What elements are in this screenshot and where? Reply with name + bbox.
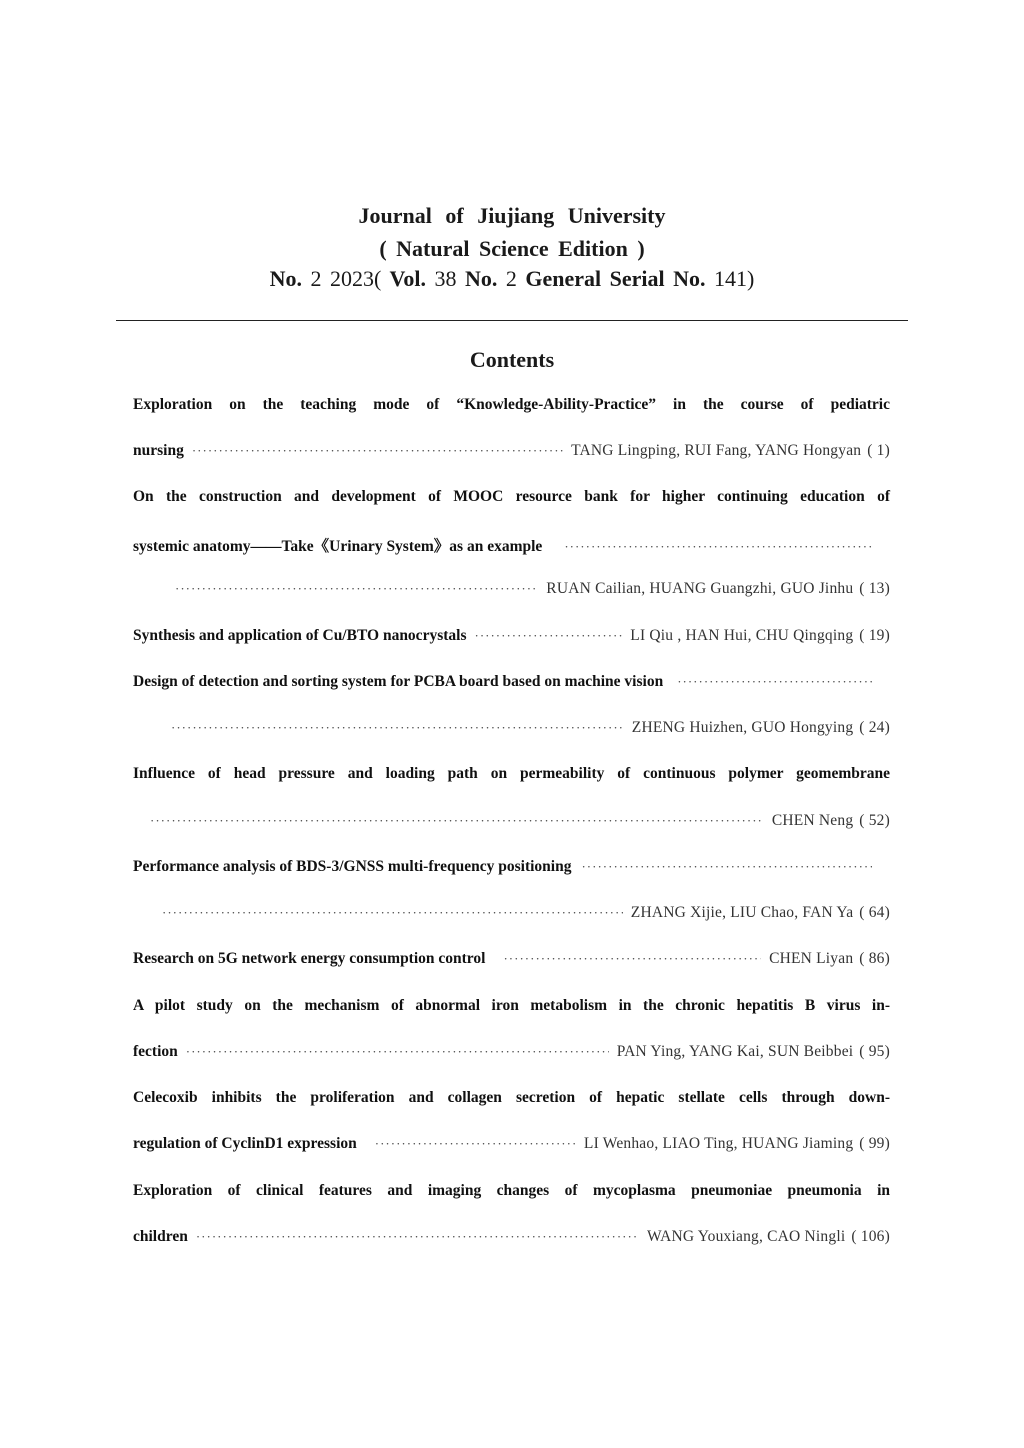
leader-dots [175, 581, 538, 597]
toc-entry-3[interactable] [133, 627, 890, 651]
toc-entry-title: regulation of CyclinD1 expression [133, 1135, 357, 1152]
toc-entry-2-title-line-2[interactable] [133, 534, 880, 558]
toc-entry-page: ( 13) [859, 580, 890, 597]
issue-no2-label: No. [464, 266, 498, 291]
header-divider [116, 320, 908, 321]
leader-dots [162, 905, 623, 921]
toc-entry-authors: LI Wenhao, LIAO Ting, HUANG Jiaming [583, 1135, 854, 1152]
leader-dots [677, 674, 872, 690]
toc-entry-authors: LI Qiu , HAN Hui, CHU Qingqing [630, 627, 854, 644]
toc-entry-page: ( 86) [859, 950, 890, 967]
toc-entry-page: ( 19) [859, 627, 890, 644]
toc-entry-1-title-line[interactable] [133, 396, 890, 420]
leader-dots [503, 951, 761, 967]
toc-entry-4-author-line[interactable] [171, 719, 890, 743]
leader-dots [171, 720, 624, 736]
journal-edition: ( Natural Science Edition ) [379, 236, 645, 261]
leader-dots [375, 1136, 576, 1152]
toc-entry-title: Exploration on the teaching mode of “Knowledge-Ability-Practice” in the course of pediatric [133, 396, 890, 413]
toc-entry-5-title-line[interactable] [133, 765, 890, 789]
toc-entry-authors: CHEN Liyan [769, 950, 854, 967]
issue-serial-label: General Serial No. [525, 266, 706, 291]
issue-no2-value: 2 [497, 266, 526, 291]
toc-entry-8-author-line[interactable] [133, 1043, 890, 1067]
leader-dots [186, 1044, 609, 1060]
toc-entry-2-title-line[interactable] [133, 488, 890, 512]
toc-entry-title: Influence of head pressure and loading path on permeability of continuous polymer geomembrane [133, 765, 890, 782]
journal-title: Journal of Jiujiang University [358, 203, 666, 228]
toc-entry-page: ( 24) [859, 719, 890, 736]
toc-entry-10-author-line[interactable] [133, 1228, 890, 1252]
toc-entry-authors: TANG Lingping, RUI Fang, YANG Hongyan [571, 442, 862, 459]
toc-entry-7[interactable] [133, 950, 890, 974]
toc-entry-title: Celecoxib inhibits the proliferation and collagen secretion of hepatic stellate cells through down- [133, 1089, 890, 1106]
toc-entry-page: ( 106) [851, 1228, 890, 1245]
toc-entry-title: systemic anatomy——Take《Urinary System》as an example [133, 538, 543, 555]
issue-no-value: 2 2023( [302, 266, 382, 291]
toc-entry-2-author-line[interactable] [175, 580, 890, 604]
leader-dots [564, 539, 872, 555]
toc-entry-title: A pilot study on the mechanism of abnormal iron metabolism in the chronic hepatitis B virus in- [133, 997, 890, 1014]
toc-entry-1-author-line[interactable] [133, 442, 890, 466]
toc-entry-6-author-line[interactable] [162, 904, 890, 928]
toc-entry-9-author-line[interactable] [133, 1135, 890, 1159]
toc-entry-title: nursing [133, 442, 184, 459]
toc-entry-authors: ZHENG Huizhen, GUO Hongying [631, 719, 854, 736]
toc-entry-authors: PAN Ying, YANG Kai, SUN Beibbei [616, 1043, 854, 1060]
toc-entry-10-title-line[interactable] [133, 1182, 890, 1206]
toc-entry-title: Design of detection and sorting system for PCBA board based on machine vision [133, 673, 664, 690]
leader-dots [581, 859, 872, 875]
toc-entry-page: ( 52) [859, 812, 890, 829]
toc-entry-page: ( 95) [859, 1043, 890, 1060]
toc-entry-page: ( 64) [859, 904, 890, 921]
leader-dots [150, 813, 764, 829]
toc-entry-5-author-line[interactable] [150, 812, 890, 836]
toc-entry-authors: CHEN Neng [771, 812, 854, 829]
toc-entry-title: Synthesis and application of Cu/BTO nanocrystals [133, 627, 467, 644]
toc-entry-title: fection [133, 1043, 178, 1060]
toc-entry-authors: RUAN Cailian, HUANG Guangzhi, GUO Jinhu [546, 580, 854, 597]
toc-entry-page: ( 1) [867, 442, 890, 459]
issue-vol-label: Vol. [381, 266, 426, 291]
issue-info [0, 266, 1024, 292]
toc-entry-authors: ZHANG Xijie, LIU Chao, FAN Ya [630, 904, 854, 921]
contents-heading: Contents [469, 347, 555, 372]
leader-dots [196, 1229, 639, 1245]
toc-entry-9-title-line[interactable] [133, 1089, 890, 1113]
leader-dots [474, 628, 622, 644]
issue-vol-value: 38 [425, 266, 465, 291]
toc-entry-6-title-line[interactable] [133, 858, 880, 882]
toc-entry-8-title-line[interactable] [133, 997, 890, 1021]
toc-entry-title: Exploration of clinical features and imaging changes of mycoplasma pneumoniae pneumonia in [133, 1182, 890, 1199]
toc-entry-title: children [133, 1228, 188, 1245]
toc-entry-authors: WANG Youxiang, CAO Ningli [647, 1228, 846, 1245]
toc-entry-title: Research on 5G network energy consumption control [133, 950, 486, 967]
toc-entry-4-title-line[interactable] [133, 673, 880, 697]
toc-entry-title: Performance analysis of BDS-3/GNSS multi-frequency positioning [133, 858, 572, 875]
issue-serial-value: 141) [705, 266, 755, 291]
issue-no-label: No. [269, 266, 303, 291]
toc-entry-title: On the construction and development of MOOC resource bank for higher continuing education of [133, 488, 890, 505]
toc-entry-page: ( 99) [859, 1135, 890, 1152]
leader-dots [192, 443, 563, 459]
